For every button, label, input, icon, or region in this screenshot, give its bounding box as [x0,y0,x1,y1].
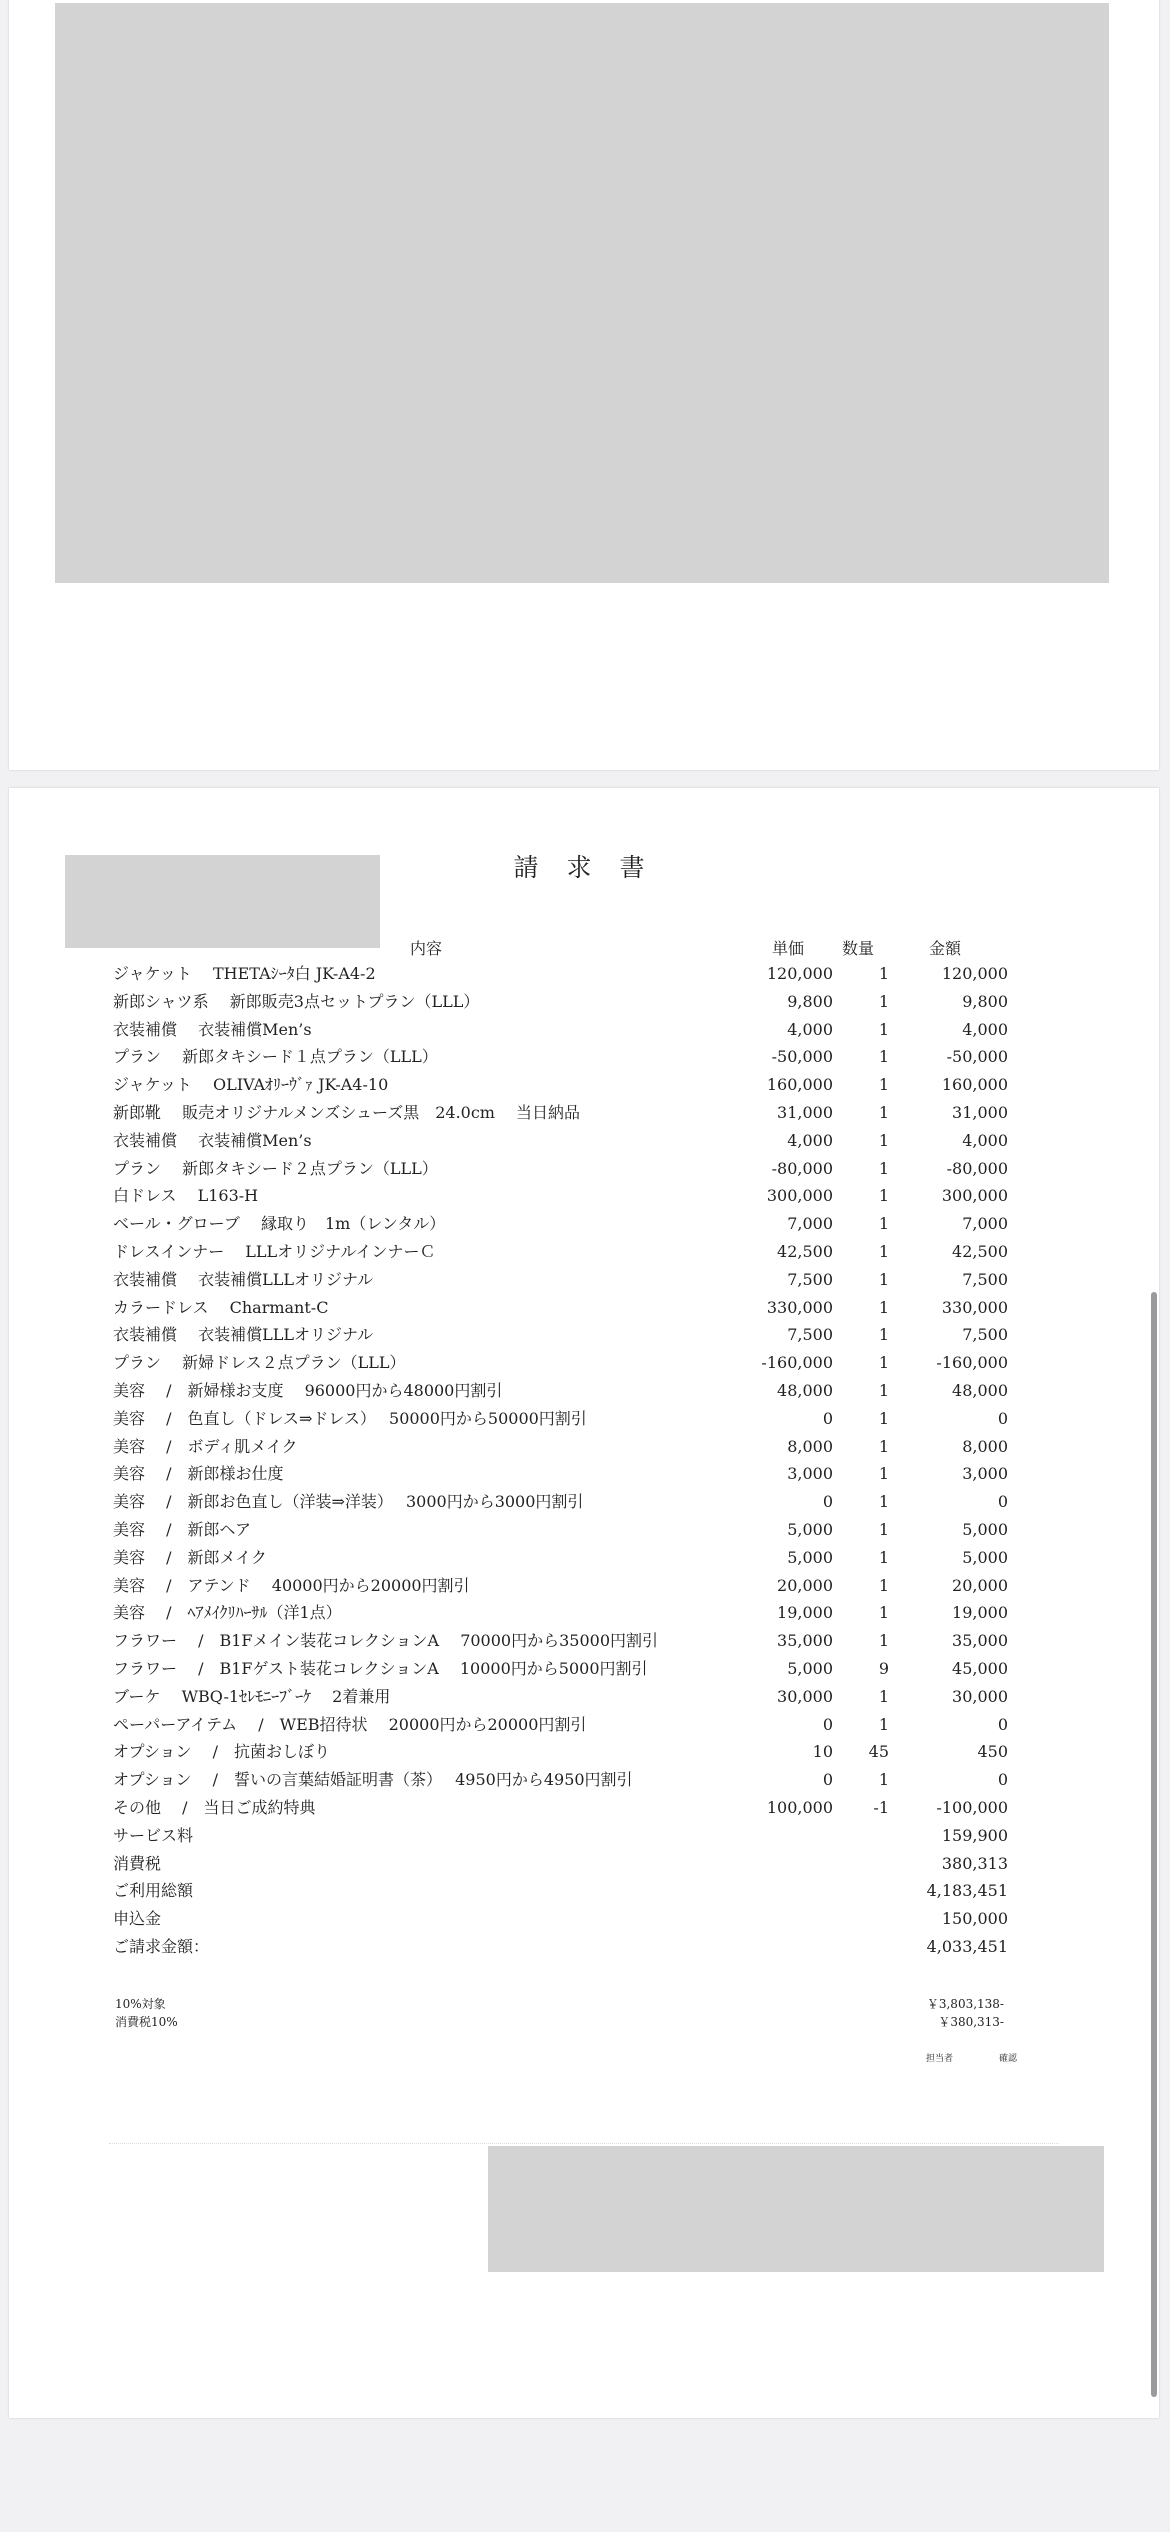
item-quantity: 1 [878,1214,889,1234]
invoice-line-items [9,960,1159,1961]
item-amount: -100,000 [936,1797,1008,1817]
item-quantity: 1 [878,1186,889,1206]
item-unit-price: 160,000 [766,1075,833,1095]
item-unit-price: 30,000 [777,1686,833,1706]
line-item [9,1043,1159,1071]
item-unit-price: 7,500 [787,1325,833,1345]
header-amount: 金額 [929,939,962,958]
item-unit-price: 100,000 [766,1797,833,1817]
tax-amount: ￥380,313- [938,2015,1004,2029]
line-item [9,1572,1159,1600]
item-description: オプション / 誓いの言葉結婚証明書（茶） 4950円から4950円割引 [113,1770,633,1790]
line-item [9,1016,1159,1044]
item-amount: 30,000 [952,1686,1008,1706]
item-amount: 45,000 [952,1658,1008,1678]
item-amount: 3,000 [962,1464,1008,1484]
item-quantity: 1 [878,1464,889,1484]
header-unit-price: 単価 [772,939,805,958]
line-item [9,1738,1159,1766]
line-item [9,1210,1159,1238]
line-item [9,1544,1159,1572]
item-unit-price: -50,000 [771,1047,833,1067]
item-amount: 5,000 [962,1519,1008,1539]
item-unit-price: 42,500 [777,1241,833,1261]
line-item [9,1766,1159,1794]
line-item [9,1516,1159,1544]
summary-label: サービス料 [113,1825,194,1845]
item-quantity: 1 [878,1269,889,1289]
line-item [9,1127,1159,1155]
item-description: 白ドレス L163-H [113,1186,259,1206]
item-description: 衣装補償 衣装補償LLLオリジナル [113,1269,374,1289]
item-unit-price: 9,800 [787,991,833,1011]
item-amount: 8,000 [962,1436,1008,1456]
item-quantity: -1 [873,1797,889,1817]
tax-label: 10%対象 [115,1997,166,2011]
line-item [9,1155,1159,1183]
item-description: その他 / 当日ご成約特典 [113,1797,316,1817]
item-quantity: 45 [868,1742,889,1762]
invoice-title: 請 求 書 [513,853,655,882]
item-quantity: 1 [878,1631,889,1651]
item-quantity: 1 [878,1770,889,1790]
item-quantity: 1 [878,1519,889,1539]
item-unit-price: 7,000 [787,1214,833,1234]
line-item [9,1794,1159,1822]
item-unit-price: -160,000 [761,1353,833,1373]
summary-amount-due [9,1933,1159,1961]
item-unit-price: 0 [822,1770,833,1790]
item-unit-price: 4,000 [787,1019,833,1039]
item-quantity: 1 [878,1019,889,1039]
item-description: 美容 / 新郎様お仕度 [113,1464,284,1484]
item-description: 衣装補償 衣装補償Men’s [113,1019,312,1039]
item-description: ベール・グローブ 縁取り 1m（レンタル） [113,1214,446,1234]
item-amount: 120,000 [941,964,1008,983]
item-amount: 0 [997,1408,1008,1428]
line-item [9,1099,1159,1127]
line-item [9,960,1159,988]
item-quantity: 1 [878,1075,889,1095]
item-description: ジャケット THETAｼｰﾀ白 JK-A4-2 [113,964,376,983]
item-quantity: 1 [878,1408,889,1428]
summary-amount: 4,183,451 [926,1881,1008,1901]
item-description: ペーパーアイテム / WEB招待状 20000円から20000円割引 [113,1714,587,1734]
item-unit-price: 35,000 [777,1631,833,1651]
item-quantity: 1 [878,1686,889,1706]
line-item [9,1711,1159,1739]
item-unit-price: 20,000 [777,1575,833,1595]
item-quantity: 1 [878,1047,889,1067]
item-quantity: 1 [878,1492,889,1512]
item-amount: 0 [997,1770,1008,1790]
item-description: プラン 新郎タキシード１点プラン（LLL） [113,1047,438,1067]
line-item [9,1238,1159,1266]
item-unit-price: 31,000 [777,1102,833,1122]
item-quantity: 1 [878,1603,889,1623]
item-unit-price: 0 [822,1408,833,1428]
item-amount: 160,000 [941,1075,1008,1095]
line-item [9,1377,1159,1405]
line-item [9,1321,1159,1349]
line-item [9,1655,1159,1683]
item-amount: 9,800 [962,991,1008,1011]
item-amount: 35,000 [952,1631,1008,1651]
item-description: プラン 新婦ドレス２点プラン（LLL） [113,1353,406,1373]
summary-total-usage [9,1877,1159,1905]
item-unit-price: 5,000 [787,1519,833,1539]
item-amount: 4,000 [962,1019,1008,1039]
item-description: 美容 / 新郎ヘア [113,1519,251,1539]
line-item [9,1071,1159,1099]
item-amount: 7,500 [962,1325,1008,1345]
line-item [9,1460,1159,1488]
tax-line [9,2013,1159,2031]
line-item [9,1683,1159,1711]
line-item [9,1182,1159,1210]
item-quantity: 1 [878,1353,889,1373]
item-unit-price: 5,000 [787,1658,833,1678]
item-description: フラワー / B1Fゲスト装花コレクションA 10000円から5000円割引 [113,1658,648,1678]
item-unit-price: 300,000 [766,1186,833,1206]
item-amount: -80,000 [946,1158,1008,1178]
stamp-label-check: 確認 [999,2054,1018,2064]
item-amount: 4,000 [962,1130,1008,1150]
item-amount: 19,000 [952,1603,1008,1623]
item-description: 衣装補償 衣装補償Men’s [113,1130,312,1150]
document-page-2 [9,788,1159,2418]
redacted-region-bottom [488,2146,1104,2272]
summary-amount: 159,900 [941,1825,1008,1845]
item-amount: 31,000 [952,1102,1008,1122]
item-quantity: 1 [878,1158,889,1178]
summary-amount: 4,033,451 [926,1936,1008,1956]
item-quantity: 9 [878,1658,889,1678]
item-description: フラワー / B1Fメイン装花コレクションA 70000円から35000円割引 [113,1631,658,1651]
line-item [9,1433,1159,1461]
summary-deposit [9,1905,1159,1933]
item-description: ドレスインナー LLLオリジナルインナーＣ [113,1241,436,1261]
line-item [9,1488,1159,1516]
summary-consumption-tax [9,1850,1159,1878]
item-unit-price: 3,000 [787,1464,833,1484]
tax-line [9,1995,1159,2013]
item-quantity: 1 [878,1241,889,1261]
item-amount: 0 [997,1714,1008,1734]
summary-label: ご請求金額： [113,1936,210,1956]
tax-breakdown [9,1995,1159,2031]
item-quantity: 1 [878,1130,889,1150]
item-amount: 48,000 [952,1380,1008,1400]
item-quantity: 1 [878,1575,889,1595]
stamp-label-staff: 担当者 [926,2054,954,2064]
item-quantity: 1 [878,1325,889,1345]
item-quantity: 1 [878,1714,889,1734]
line-item [9,1405,1159,1433]
item-quantity: 1 [878,964,889,983]
item-unit-price: 48,000 [777,1380,833,1400]
item-unit-price: 4,000 [787,1130,833,1150]
item-description: 美容 / 新婦様お支度 96000円から48000円割引 [113,1380,503,1400]
item-quantity: 1 [878,1436,889,1456]
item-amount: 0 [997,1492,1008,1512]
item-quantity: 1 [878,1547,889,1567]
header-quantity: 数量 [842,939,875,958]
item-unit-price: 8,000 [787,1436,833,1456]
line-item [9,1349,1159,1377]
item-amount: 42,500 [952,1241,1008,1261]
item-unit-price: 10 [812,1742,833,1762]
line-item [9,1266,1159,1294]
item-unit-price: 0 [822,1492,833,1512]
header-description: 内容 [410,939,443,958]
item-amount: 7,500 [962,1269,1008,1289]
summary-service-charge [9,1822,1159,1850]
item-quantity: 1 [878,1297,889,1317]
item-description: オプション / 抗菌おしぼり [113,1742,331,1762]
item-amount: 300,000 [941,1186,1008,1206]
item-amount: -50,000 [946,1047,1008,1067]
item-description: 衣装補償 衣装補償LLLオリジナル [113,1325,374,1345]
redacted-region-top [55,3,1109,583]
line-item [9,988,1159,1016]
item-quantity: 1 [878,1102,889,1122]
item-description: 美容 / アテンド 40000円から20000円割引 [113,1575,470,1595]
summary-amount: 150,000 [941,1909,1008,1929]
summary-label: ご利用総額 [113,1881,194,1901]
redacted-address-block [65,855,380,948]
tax-label: 消費税10% [115,2015,178,2029]
item-description: 美容 / 色直し（ドレス⇒ドレス） 50000円から50000円割引 [113,1408,587,1428]
item-description: 美容 / ボディ肌メイク [113,1436,298,1456]
item-description: 美容 / ﾍｱﾒｲｸﾘﾊｰｻﾙ（洋1点） [113,1603,342,1623]
line-item [9,1294,1159,1322]
document-page-1 [9,0,1159,770]
item-unit-price: 19,000 [777,1603,833,1623]
item-amount: 450 [977,1742,1008,1762]
item-unit-price: -80,000 [771,1158,833,1178]
item-description: 新郎靴 販売オリジナルメンズシューズ黒 24.0cm 当日納品 [113,1102,581,1122]
line-item [9,1599,1159,1627]
item-description: プラン 新郎タキシード２点プラン（LLL） [113,1158,438,1178]
item-description: カラードレス Charmant-C [113,1297,329,1317]
summary-label: 申込金 [113,1909,162,1929]
summary-amount: 380,313 [941,1853,1008,1873]
item-description: 新郎シャツ系 新郎販売3点セットプラン（LLL） [113,991,480,1011]
item-unit-price: 5,000 [787,1547,833,1567]
item-amount: 5,000 [962,1547,1008,1567]
item-amount: 330,000 [941,1297,1008,1317]
item-description: ブーケ WBQ-1ｾﾚﾓﾆｰﾌﾞｰｹ 2着兼用 [113,1686,391,1706]
summary-label: 消費税 [113,1853,162,1873]
item-amount: -160,000 [936,1353,1008,1373]
item-amount: 7,000 [962,1214,1008,1234]
item-unit-price: 120,000 [766,964,833,983]
item-unit-price: 7,500 [787,1269,833,1289]
item-unit-price: 0 [822,1714,833,1734]
line-item [9,1627,1159,1655]
item-quantity: 1 [878,991,889,1011]
item-unit-price: 330,000 [766,1297,833,1317]
tax-amount: ￥3,803,138- [926,1997,1004,2011]
item-description: 美容 / 新郎メイク [113,1547,267,1567]
vertical-scrollbar[interactable] [1151,1292,1157,2397]
item-description: 美容 / 新郎お色直し（洋装⇒洋装） 3000円から3000円割引 [113,1492,584,1512]
item-description: ジャケット OLIVAｵﾘｰｳﾞｧ JK-A4-10 [113,1075,389,1095]
item-quantity: 1 [878,1380,889,1400]
item-amount: 20,000 [952,1575,1008,1595]
